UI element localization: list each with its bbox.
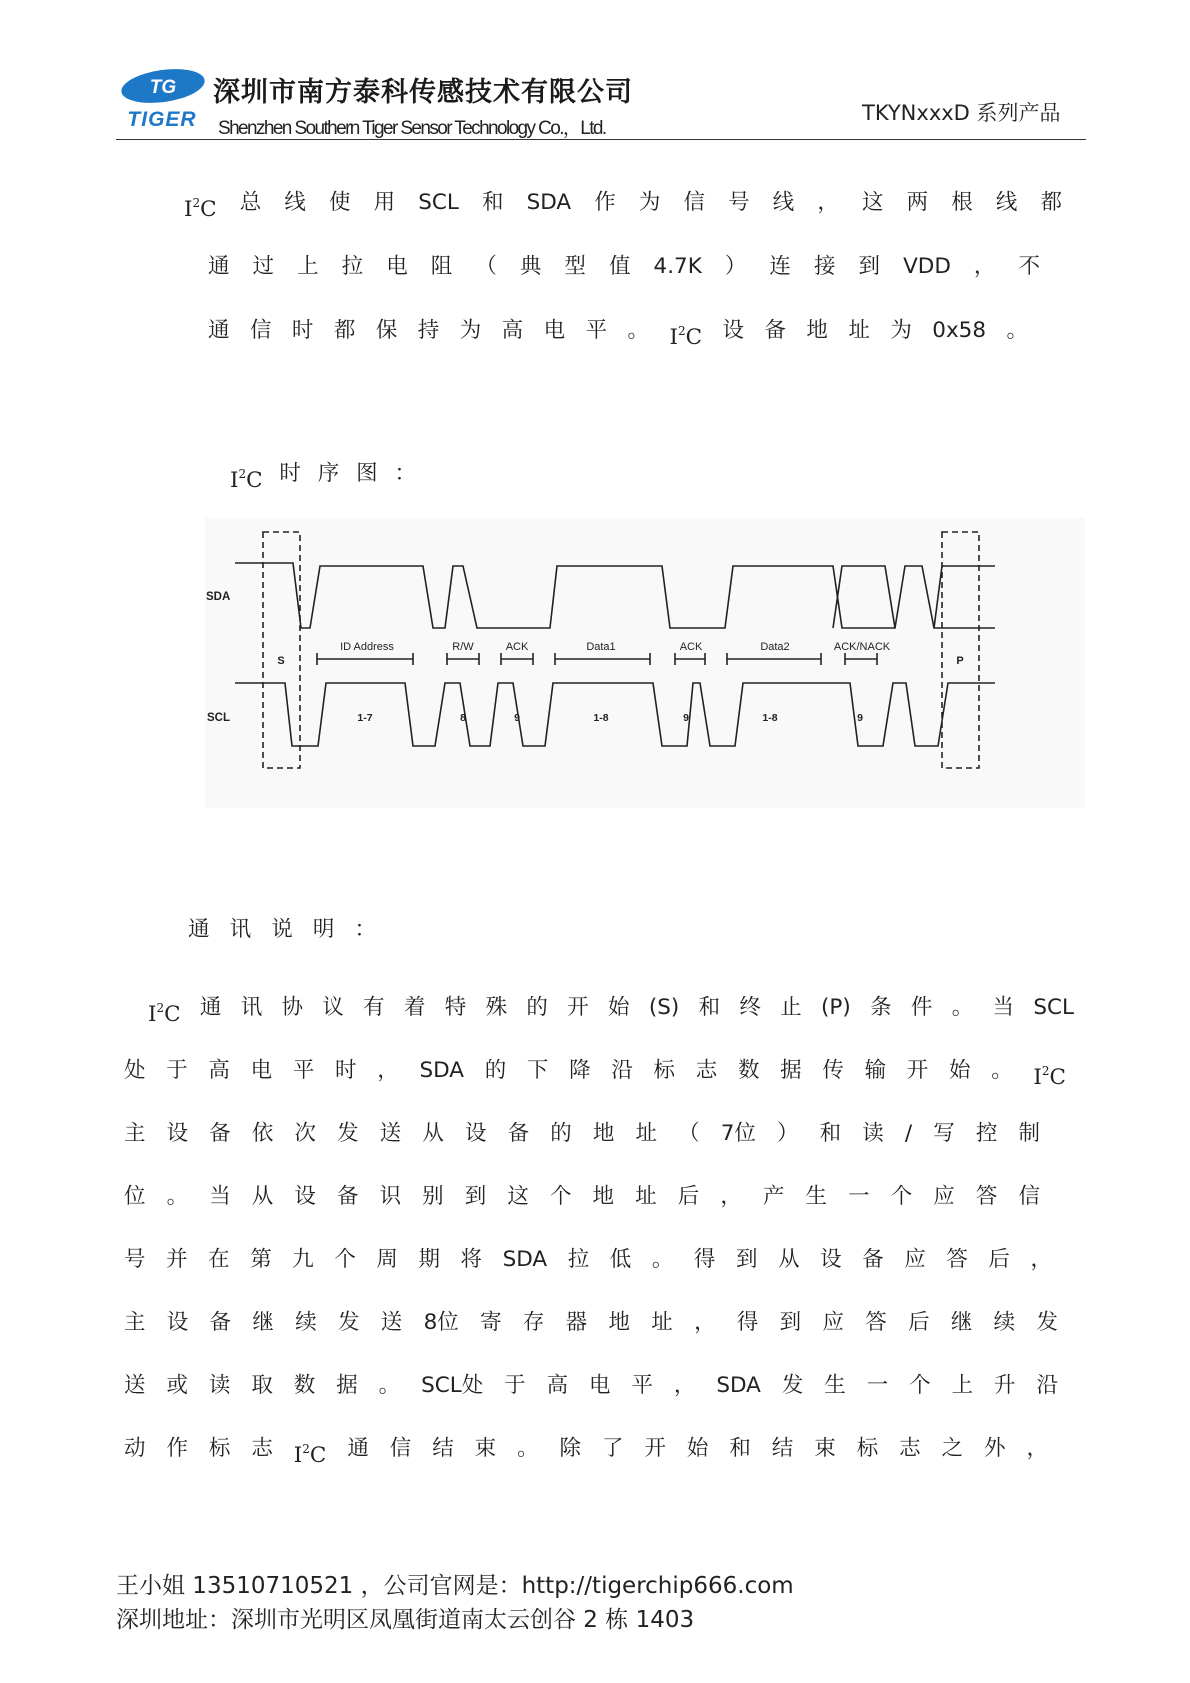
text-token: 的 bbox=[484, 1058, 507, 1083]
text-token: 设 bbox=[166, 1121, 189, 1146]
text-token: 数 bbox=[737, 1058, 760, 1083]
text-token: 得 bbox=[693, 1247, 716, 1272]
text-token: 据 bbox=[336, 1373, 358, 1398]
text-token: 开 bbox=[906, 1058, 929, 1083]
text-token: 开 bbox=[644, 1436, 666, 1461]
signal-label-sda: SDA bbox=[206, 591, 231, 603]
text-token: 一 bbox=[866, 1373, 889, 1398]
text-token: 主 bbox=[124, 1121, 146, 1146]
text-token: 通 bbox=[199, 995, 222, 1020]
text-token: 下 bbox=[526, 1058, 549, 1083]
text-line bbox=[0, 247, 1190, 287]
segment-label-ack-2: ACK bbox=[679, 641, 703, 653]
text-line bbox=[0, 1114, 1190, 1154]
text-token: 志 bbox=[251, 1436, 273, 1461]
text-line bbox=[0, 183, 1190, 223]
company-name-cn: 深圳市南方泰科传感技术有限公司 bbox=[213, 77, 633, 108]
text-token: ， bbox=[720, 1184, 742, 1209]
text-token: 高 bbox=[546, 1373, 569, 1398]
text-token: 备 bbox=[862, 1247, 884, 1272]
text-token: 应 bbox=[822, 1310, 844, 1335]
text-token: 高 bbox=[501, 318, 524, 343]
text-token: 之 bbox=[941, 1436, 964, 1461]
text-token: 址 bbox=[635, 1184, 657, 1209]
segment-label-ack-nack: ACK/NACK bbox=[833, 641, 891, 653]
clock-label: 8 bbox=[460, 712, 466, 724]
text-token: 九 bbox=[292, 1247, 314, 1272]
text-token: ） bbox=[724, 254, 747, 279]
text-token: 典 bbox=[519, 254, 542, 279]
text-token: 答 bbox=[975, 1184, 998, 1209]
text-token: SDA bbox=[502, 1247, 548, 1272]
text-token: ） bbox=[777, 1121, 799, 1146]
text-token: 地 bbox=[592, 1184, 615, 1209]
text-line bbox=[0, 454, 1190, 494]
text-token: VDD bbox=[903, 254, 951, 279]
text-token: 得 bbox=[736, 1310, 759, 1335]
text-token: 特 bbox=[444, 995, 467, 1020]
text-token: 并 bbox=[166, 1247, 188, 1272]
text-token: 。 bbox=[951, 995, 974, 1020]
text-token: 上 bbox=[297, 254, 319, 279]
text-token: 标 bbox=[208, 1436, 231, 1461]
i2c-timing-diagram bbox=[205, 518, 1085, 808]
text-token: 第 bbox=[250, 1247, 272, 1272]
text-token: 继 bbox=[252, 1310, 274, 1335]
text-token: 说 bbox=[271, 917, 293, 942]
signal-label-scl: SCL bbox=[207, 712, 230, 724]
text-token: 号 bbox=[124, 1247, 146, 1272]
text-token: 答 bbox=[946, 1247, 968, 1272]
text-token: 。 bbox=[651, 1247, 674, 1272]
text-token: 设 bbox=[722, 318, 745, 343]
text-token: 作 bbox=[594, 190, 616, 215]
text-token: 外 bbox=[984, 1436, 1006, 1461]
text-token: 电 bbox=[386, 254, 408, 279]
text-token: 寄 bbox=[480, 1310, 502, 1335]
text-token: 存 bbox=[522, 1310, 545, 1335]
text-token: 都 bbox=[333, 318, 356, 343]
text-token: （ bbox=[678, 1121, 700, 1146]
text-token: 从 bbox=[422, 1121, 444, 1146]
text-token: 使 bbox=[328, 190, 351, 215]
text-token: 都 bbox=[1040, 190, 1062, 215]
text-token: $I^2C$ bbox=[230, 467, 263, 493]
text-token: 协 bbox=[281, 995, 304, 1020]
text-token: 从 bbox=[778, 1247, 800, 1272]
text-token: ， bbox=[377, 1058, 399, 1083]
text-token: ， bbox=[1026, 1436, 1048, 1461]
text-token: 通 bbox=[208, 254, 230, 279]
text-token: 在 bbox=[208, 1247, 230, 1272]
text-token: 降 bbox=[569, 1058, 591, 1083]
text-token: 结 bbox=[432, 1436, 454, 1461]
text-token: 。 bbox=[991, 1058, 1013, 1083]
segment-label-data2: Data2 bbox=[760, 641, 790, 653]
text-token: 生 bbox=[805, 1184, 828, 1209]
text-token: $I^2C$ bbox=[184, 196, 217, 222]
segment-label-rw: R/W bbox=[452, 641, 474, 653]
text-line bbox=[0, 1303, 1190, 1343]
text-token: 线 bbox=[284, 190, 306, 215]
text-token: (P) bbox=[821, 995, 851, 1020]
text-token: 读 bbox=[862, 1121, 884, 1146]
text-token: 平 bbox=[585, 318, 608, 343]
text-token: 备 bbox=[209, 1310, 232, 1335]
text-token: 发 bbox=[338, 1310, 360, 1335]
text-token: 讯 bbox=[229, 917, 252, 942]
text-token: 始 bbox=[686, 1436, 709, 1461]
text-token: 志 bbox=[899, 1436, 921, 1461]
text-token: / bbox=[904, 1121, 913, 1146]
text-token: 开 bbox=[567, 995, 589, 1020]
text-token: 址 bbox=[848, 318, 870, 343]
text-token: 读 bbox=[208, 1373, 231, 1398]
text-token: 作 bbox=[166, 1436, 188, 1461]
text-token: 沿 bbox=[611, 1058, 633, 1083]
segment-label-s: S bbox=[277, 655, 285, 667]
text-token: 到 bbox=[736, 1247, 758, 1272]
text-token: 地 bbox=[608, 1310, 630, 1335]
text-token: 信 bbox=[249, 318, 272, 343]
text-token: 生 bbox=[824, 1373, 846, 1398]
segment-label-id-address: ID Address bbox=[340, 641, 394, 653]
text-line bbox=[0, 1177, 1190, 1217]
text-token: 序 bbox=[317, 461, 340, 486]
text-token: 周 bbox=[376, 1247, 398, 1272]
text-token: (S) bbox=[648, 995, 680, 1020]
text-token: 这 bbox=[861, 190, 884, 215]
text-token: 到 bbox=[858, 254, 881, 279]
text-token: 主 bbox=[124, 1310, 146, 1335]
text-token: 。 bbox=[1006, 318, 1028, 343]
text-token: $I^2C$ bbox=[293, 1442, 327, 1468]
text-token: 保 bbox=[375, 318, 398, 343]
text-token: 值 bbox=[608, 254, 631, 279]
text-token: 后 bbox=[988, 1247, 1010, 1272]
text-token: 线 bbox=[995, 190, 1018, 215]
text-token: 始 bbox=[608, 995, 630, 1020]
text-token: ， bbox=[673, 1373, 696, 1398]
clock-label: 9 bbox=[683, 712, 689, 724]
text-token: 接 bbox=[813, 254, 836, 279]
text-token: 依 bbox=[251, 1121, 274, 1146]
text-token: 时 bbox=[291, 318, 314, 343]
text-token: 0x58 bbox=[932, 318, 987, 343]
text-token: SDA bbox=[526, 190, 572, 215]
text-token: 或 bbox=[166, 1373, 188, 1398]
text-line bbox=[0, 910, 1190, 950]
text-token: 别 bbox=[422, 1184, 444, 1209]
text-token: 根 bbox=[951, 190, 973, 215]
text-token: 从 bbox=[251, 1184, 274, 1209]
text-token: 和 bbox=[729, 1436, 751, 1461]
text-token: 备 bbox=[336, 1184, 359, 1209]
text-token: 到 bbox=[779, 1310, 802, 1335]
product-series: TKYNxxxD 系列产品 bbox=[862, 101, 1061, 125]
text-token: 一 bbox=[848, 1184, 870, 1209]
text-token: 电 bbox=[589, 1373, 611, 1398]
text-token: 发 bbox=[1036, 1310, 1058, 1335]
text-token: 拉 bbox=[341, 254, 364, 279]
text-line bbox=[0, 1366, 1190, 1406]
text-token: 束 bbox=[474, 1436, 497, 1461]
text-line bbox=[0, 1429, 1190, 1469]
text-token: 设 bbox=[464, 1121, 487, 1146]
text-token: 写 bbox=[933, 1121, 955, 1146]
text-token: 发 bbox=[781, 1373, 804, 1398]
text-token: 继 bbox=[950, 1310, 973, 1335]
text-token: $I^2C$ bbox=[1033, 1064, 1066, 1090]
text-token: 结 bbox=[771, 1436, 794, 1461]
text-token: 应 bbox=[904, 1247, 926, 1272]
text-token: 处 bbox=[124, 1058, 146, 1083]
clock-label: 9 bbox=[857, 712, 863, 724]
text-token: 除 bbox=[559, 1436, 582, 1461]
text-token: 当 bbox=[209, 1184, 231, 1209]
text-line bbox=[0, 311, 1190, 351]
text-token: 图 bbox=[356, 461, 378, 486]
text-token: 识 bbox=[379, 1184, 402, 1209]
segment-label-data1: Data1 bbox=[586, 641, 616, 653]
text-token: 应 bbox=[933, 1184, 955, 1209]
text-token: 次 bbox=[294, 1121, 316, 1146]
text-token: 信 bbox=[683, 190, 705, 215]
text-token: 为 bbox=[890, 318, 912, 343]
text-token: 电 bbox=[543, 318, 566, 343]
text-token: 了 bbox=[602, 1436, 624, 1461]
text-token: 通 bbox=[208, 318, 230, 343]
text-token: 送 bbox=[380, 1310, 403, 1335]
text-token: 于 bbox=[504, 1373, 526, 1398]
text-token: 。 bbox=[166, 1184, 189, 1209]
text-token: 总 bbox=[239, 190, 262, 215]
text-token: 议 bbox=[322, 995, 344, 1020]
segment-label-ack: ACK bbox=[505, 641, 529, 653]
text-token: 送 bbox=[124, 1373, 146, 1398]
text-token: 高 bbox=[208, 1058, 230, 1083]
text-token: 明 bbox=[312, 917, 335, 942]
text-token: ， bbox=[694, 1310, 716, 1335]
text-token: 信 bbox=[389, 1436, 412, 1461]
text-token: ： bbox=[354, 917, 376, 942]
text-token: SCL处 bbox=[421, 1373, 484, 1398]
text-token: 有 bbox=[363, 995, 385, 1020]
text-token: 的 bbox=[550, 1121, 572, 1146]
text-token: 为 bbox=[638, 190, 661, 215]
text-token: 期 bbox=[418, 1247, 440, 1272]
text-token: 7位 bbox=[720, 1121, 756, 1146]
text-token: 输 bbox=[864, 1058, 887, 1083]
text-token: 升 bbox=[994, 1373, 1016, 1398]
text-token: SDA bbox=[716, 1373, 761, 1398]
text-token: 个 bbox=[334, 1247, 356, 1272]
text-token: 阻 bbox=[430, 254, 453, 279]
text-token: 这 bbox=[507, 1184, 529, 1209]
text-token: 电 bbox=[250, 1058, 273, 1083]
text-token: ， bbox=[973, 254, 996, 279]
text-token: 答 bbox=[865, 1310, 887, 1335]
text-line bbox=[0, 1051, 1190, 1091]
tiger-logo bbox=[116, 68, 210, 134]
text-token: $I^2C$ bbox=[669, 324, 703, 350]
text-token: 发 bbox=[337, 1121, 359, 1146]
text-token: 用 bbox=[373, 190, 396, 215]
text-token: 器 bbox=[565, 1310, 588, 1335]
text-token: 终 bbox=[739, 995, 761, 1020]
text-token: 平 bbox=[631, 1373, 653, 1398]
text-token: 信 bbox=[1018, 1184, 1040, 1209]
text-token: 后 bbox=[908, 1310, 930, 1335]
text-token: 着 bbox=[403, 995, 426, 1020]
text-token: 始 bbox=[948, 1058, 971, 1083]
text-token: 位 bbox=[124, 1184, 146, 1209]
segment-label-p: P bbox=[956, 655, 964, 667]
text-token: ， bbox=[1030, 1247, 1052, 1272]
text-token: ， bbox=[817, 190, 839, 215]
text-token: 低 bbox=[609, 1247, 632, 1272]
text-token: 个 bbox=[890, 1184, 913, 1209]
clock-label: 1-7 bbox=[357, 712, 373, 724]
text-token: 平 bbox=[292, 1058, 315, 1083]
text-token: 于 bbox=[166, 1058, 188, 1083]
footer-contact: 王小姐 13510710521 ，公司官网是：http://tigerchip666.com bbox=[116, 1573, 794, 1599]
text-token: 当 bbox=[992, 995, 1015, 1020]
text-token: 址 bbox=[651, 1310, 673, 1335]
footer-address: 深圳地址：深圳市光明区凤凰街道南太云创谷 2 栋 1403 bbox=[116, 1607, 695, 1633]
text-token: 制 bbox=[1018, 1121, 1040, 1146]
text-token: 线 bbox=[772, 190, 795, 215]
text-token: 和 bbox=[698, 995, 721, 1020]
text-token: 设 bbox=[294, 1184, 316, 1209]
logo-mark: TG bbox=[149, 77, 177, 98]
text-token: 将 bbox=[460, 1247, 483, 1272]
text-token: SDA bbox=[419, 1058, 464, 1083]
text-token: （ bbox=[475, 254, 497, 279]
text-token: 。 bbox=[627, 318, 650, 343]
company-name-en: Shenzhen Southern Tiger Sensor Technology Co.，Ltd. bbox=[218, 118, 606, 139]
text-token: 殊 bbox=[485, 995, 508, 1020]
text-token: 地 bbox=[806, 318, 828, 343]
text-token: 控 bbox=[975, 1121, 998, 1146]
text-token: 产 bbox=[762, 1184, 785, 1209]
text-token: 时 bbox=[279, 461, 301, 486]
text-token: 拉 bbox=[567, 1247, 590, 1272]
text-token: 4.7K bbox=[653, 254, 702, 279]
text-token: 时 bbox=[335, 1058, 357, 1083]
text-token: 8位 bbox=[423, 1310, 459, 1335]
text-token: 设 bbox=[166, 1310, 189, 1335]
text-line bbox=[0, 988, 1190, 1028]
text-token: 讯 bbox=[240, 995, 263, 1020]
text-token: 止 bbox=[780, 995, 802, 1020]
text-token: 设 bbox=[820, 1247, 842, 1272]
text-token: 通 bbox=[347, 1436, 369, 1461]
text-token: 为 bbox=[459, 318, 482, 343]
text-token: 的 bbox=[526, 995, 548, 1020]
text-token: 标 bbox=[856, 1436, 879, 1461]
text-token: 件 bbox=[910, 995, 933, 1020]
text-token: 。 bbox=[517, 1436, 539, 1461]
header-divider bbox=[116, 139, 1086, 140]
text-token: $I^2C$ bbox=[148, 1001, 181, 1027]
text-token: 动 bbox=[124, 1436, 146, 1461]
text-token: SCL bbox=[1033, 995, 1074, 1020]
text-token: 标 bbox=[653, 1058, 676, 1083]
text-token: 号 bbox=[728, 190, 750, 215]
text-token: SCL bbox=[418, 190, 459, 215]
text-token: 续 bbox=[993, 1310, 1016, 1335]
text-token: 送 bbox=[379, 1121, 402, 1146]
text-token: 两 bbox=[906, 190, 929, 215]
text-token: 条 bbox=[870, 995, 892, 1020]
text-token: 上 bbox=[951, 1373, 974, 1398]
text-token: 备 bbox=[764, 318, 786, 343]
text-token: 备 bbox=[209, 1121, 231, 1146]
text-token: 后 bbox=[677, 1184, 700, 1209]
clock-label: 9 bbox=[514, 712, 520, 724]
text-token: 持 bbox=[417, 318, 440, 343]
logo-text: TIGER bbox=[127, 108, 197, 131]
clock-label: 1-8 bbox=[762, 712, 778, 724]
text-token: 沿 bbox=[1036, 1373, 1058, 1398]
text-token: 据 bbox=[780, 1058, 802, 1083]
text-token: 传 bbox=[822, 1058, 844, 1083]
text-token: 续 bbox=[295, 1310, 317, 1335]
clock-label: 1-8 bbox=[593, 712, 609, 724]
text-token: 和 bbox=[819, 1121, 842, 1146]
text-token: 到 bbox=[464, 1184, 487, 1209]
text-token: ： bbox=[394, 461, 416, 486]
text-token: 址 bbox=[635, 1121, 657, 1146]
text-token: 连 bbox=[769, 254, 791, 279]
text-token: 过 bbox=[252, 254, 275, 279]
text-token: 通 bbox=[188, 917, 210, 942]
text-token: 和 bbox=[481, 190, 504, 215]
text-token: 型 bbox=[564, 254, 586, 279]
text-token: 地 bbox=[592, 1121, 615, 1146]
text-token: 不 bbox=[1018, 254, 1040, 279]
text-token: 。 bbox=[378, 1373, 401, 1398]
text-token: 志 bbox=[695, 1058, 718, 1083]
text-token: 取 bbox=[251, 1373, 273, 1398]
text-token: 个 bbox=[549, 1184, 572, 1209]
text-token: 备 bbox=[507, 1121, 530, 1146]
text-token: 个 bbox=[909, 1373, 931, 1398]
text-token: 数 bbox=[293, 1373, 316, 1398]
text-token: 束 bbox=[814, 1436, 836, 1461]
text-line bbox=[0, 1240, 1190, 1280]
